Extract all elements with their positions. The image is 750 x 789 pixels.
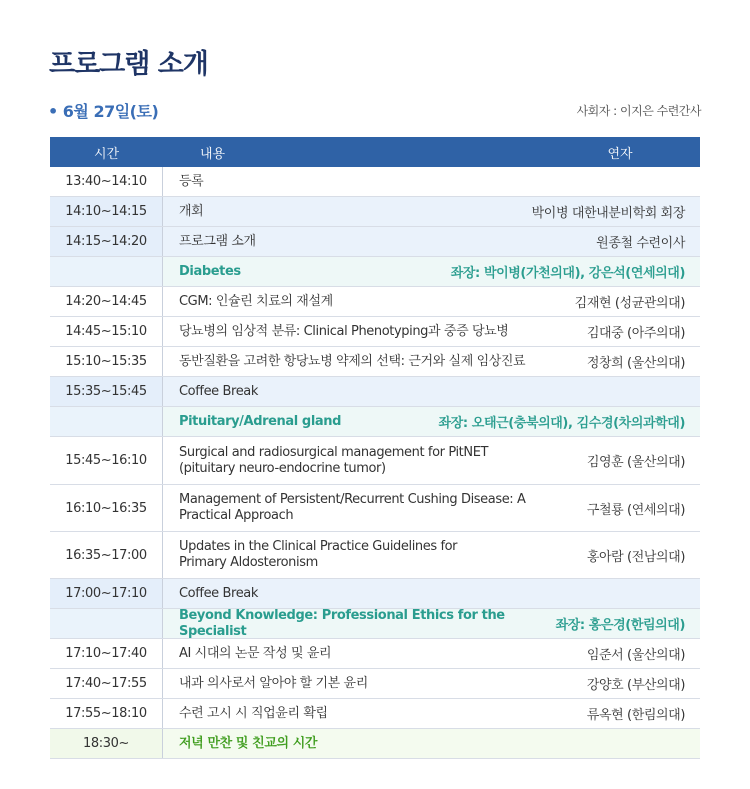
header-time: 시간	[93, 146, 120, 162]
row-topic: 프로그램 소개	[179, 233, 256, 249]
row-topic: 동반질환을 고려한 항당뇨병 약제의 선택: 근거와 실제 임상진료	[179, 353, 526, 369]
row-time: 14:15~14:20	[50, 227, 163, 256]
table-header	[50, 137, 700, 167]
row-topic: CGM: 인슐린 치료의 재설계	[179, 293, 333, 309]
row-speaker: 홍아람 (전남의대)	[586, 549, 685, 565]
row-time: 16:10~16:35	[50, 485, 163, 531]
session-title: Pituitary/Adrenal gland	[179, 413, 342, 429]
row-time	[50, 407, 163, 436]
row-time: 13:40~14:10	[50, 167, 163, 196]
table-row	[50, 669, 700, 699]
row-speaker: 김영훈 (울산의대)	[586, 455, 685, 470]
row-speaker: 강양호 (부산의대)	[586, 678, 685, 693]
row-time: 14:20~14:45	[50, 287, 163, 316]
session-row	[50, 257, 700, 287]
table-row	[50, 579, 700, 609]
session-chair: 좌장: 박이병(가천의대), 강은석(연세의대)	[450, 266, 685, 281]
row-time: 15:35~15:45	[50, 377, 163, 406]
row-topic: Management of Persistent/Recurrent Cushing Disease: A Practical Approach	[179, 492, 526, 523]
row-topic: 내과 의사로서 알아야 할 기본 윤리	[179, 675, 368, 691]
row-topic: AI 시대의 논문 작성 및 윤리	[179, 645, 332, 661]
row-speaker: 박이병 대한내분비학회 회장	[531, 206, 685, 221]
program-date: • 6월 27일(토)	[48, 102, 159, 121]
row-topic: 수련 고시 시 직업윤리 확립	[179, 705, 328, 721]
row-speaker: 류옥현 (한림의대)	[586, 708, 685, 723]
session-title: Diabetes	[179, 263, 241, 279]
row-time: 17:10~17:40	[50, 639, 163, 668]
row-time: 16:35~17:00	[50, 532, 163, 578]
program-table	[50, 137, 700, 759]
row-time: 15:10~15:35	[50, 347, 163, 376]
row-topic: 저녁 만찬 및 친교의 시간	[179, 735, 318, 751]
row-time: 14:10~14:15	[50, 197, 163, 226]
dinner-row	[50, 729, 700, 759]
row-topic: 당뇨병의 임상적 분류: Clinical Phenotyping과 중증 당뇨병	[179, 323, 509, 339]
row-topic: 등록	[179, 173, 204, 189]
table-row	[50, 167, 700, 197]
session-chair: 좌장: 홍은경(한림의대)	[555, 618, 685, 633]
table-row	[50, 437, 700, 485]
row-time: 14:45~15:10	[50, 317, 163, 346]
session-row	[50, 407, 700, 437]
row-topic: Coffee Break	[179, 383, 258, 399]
row-time	[50, 257, 163, 286]
row-time: 17:00~17:10	[50, 579, 163, 608]
table-row	[50, 699, 700, 729]
session-title: Beyond Knowledge: Professional Ethics for the Specialist	[179, 607, 505, 639]
table-row	[50, 317, 700, 347]
moderator-info: 사회자 : 이지은 수련간사	[576, 104, 701, 118]
row-speaker: 김대중 (아주의대)	[586, 326, 685, 341]
header-content: 내용	[200, 146, 226, 162]
table-row	[50, 485, 700, 532]
session-chair: 좌장: 오태근(충북의대), 김수경(차의과학대)	[438, 416, 685, 431]
header-speaker: 연자	[607, 146, 633, 162]
row-time: 18:30~	[50, 729, 163, 758]
row-time	[50, 609, 163, 638]
row-topic: Coffee Break	[179, 585, 258, 601]
table-row	[50, 639, 700, 669]
row-speaker: 임준서 (울산의대)	[586, 648, 685, 663]
row-topic: Surgical and radiosurgical management for PitNET (pituitary neuro-endocrine tumor)	[179, 444, 489, 476]
row-topic: Updates in the Clinical Practice Guidelines for Primary Aldosteronism	[179, 539, 458, 570]
session-row	[50, 609, 700, 639]
row-topic: 개회	[179, 203, 204, 219]
page-title: 프로그램 소개	[49, 49, 208, 80]
row-speaker: 구철룡 (연세의대)	[586, 502, 685, 518]
row-time: 17:55~18:10	[50, 699, 163, 728]
table-row	[50, 227, 700, 257]
table-row	[50, 197, 700, 227]
table-row	[50, 377, 700, 407]
row-speaker: 원종철 수련이사	[596, 236, 685, 251]
row-speaker: 김재현 (성균관의대)	[574, 296, 685, 311]
table-row	[50, 287, 700, 317]
row-speaker: 정창희 (울산의대)	[586, 356, 685, 371]
row-time: 17:40~17:55	[50, 669, 163, 698]
row-time: 15:45~16:10	[50, 437, 163, 484]
table-row	[50, 347, 700, 377]
table-row	[50, 532, 700, 579]
